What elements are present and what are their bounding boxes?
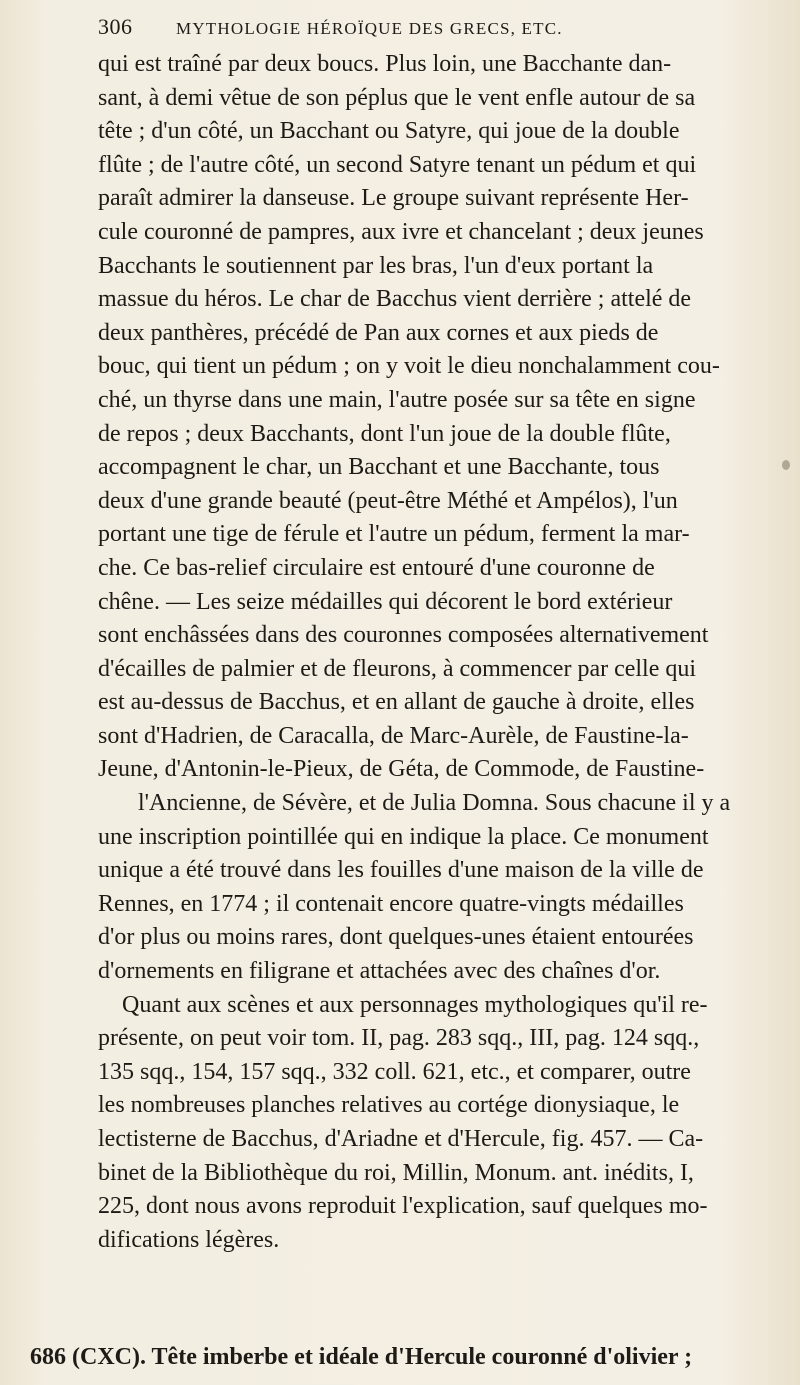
text-line: sont enchâssées dans des couronnes composées alternativement <box>98 622 709 649</box>
text-line: 135 sqq., 154, 157 sqq., 332 coll. 621, etc., et comparer, outre <box>98 1058 691 1085</box>
text-line: massue du héros. Le char de Bacchus vient derrière ; attelé de <box>98 286 692 313</box>
plate-number: 686 <box>30 1344 66 1370</box>
text-line: Bacchants le soutiennent par les bras, l'un d'eux portant la <box>98 252 654 279</box>
text-line: difications légères. <box>98 1226 280 1253</box>
text-line: les nombreuses planches relatives au cortége dionysiaque, le <box>98 1092 680 1119</box>
text-line: présente, on peut voir tom. II, pag. 283 sqq., III, pag. 124 sqq., <box>98 1025 700 1052</box>
text-line: cule couronné de pampres, aux ivre et chancelant ; deux jeunes <box>98 218 704 245</box>
text-line: une inscription pointillée qui en indique la place. Ce monument <box>98 823 709 850</box>
text-line: sant, à demi vêtue de son péplus que le vent enfle autour de sa <box>98 84 696 111</box>
text-line: sont d'Hadrien, de Caracalla, de Marc-Aurèle, de Faustine-la- <box>98 722 689 749</box>
text-line: lectisterne de Bacchus, d'Ariadne et d'Hercule, fig. 457. — Ca- <box>98 1126 704 1152</box>
text-line: unique a été trouvé dans les fouilles d'une maison de la ville de <box>98 857 704 884</box>
plate-description: (CXC). Tête imberbe et idéale d'Hercule couronné d'olivier ; <box>72 1344 693 1370</box>
text-line: portant une tige de férule et l'autre un pédum, ferment la mar- <box>98 521 690 548</box>
plate-entry <box>30 1344 770 1371</box>
text-line: de repos ; deux Bacchants, dont l'un joue de la double flûte, <box>98 420 671 447</box>
running-title: MYTHOLOGIE HÉROÏQUE DES GRECS, ETC. <box>176 19 563 38</box>
text-line: tête ; d'un côté, un Bacchant ou Satyre, qui joue de la double <box>98 118 680 145</box>
text-line: deux panthères, précédé de Pan aux cornes et aux pieds de <box>98 319 659 346</box>
text-line: flûte ; de l'autre côté, un second Satyre tenant un pédum et qui <box>98 151 697 178</box>
text-line: bouc, qui tient un pédum ; on y voit le dieu nonchalamment cou- <box>98 353 720 380</box>
text-line: d'or plus ou moins rares, dont quelques-unes étaient entourées <box>98 924 694 951</box>
text-line: l'Ancienne, de Sévère, et de Julia Domna. Sous chacune il y a <box>138 790 731 817</box>
text-line: chêne. — Les seize médailles qui décorent le bord extérieur <box>98 588 673 615</box>
paragraph-start-line: Quant aux scènes et aux personnages mythologiques qu'il re- <box>122 991 708 1018</box>
text-line: d'ornements en filigrane et attachées avec des chaînes d'or. <box>98 958 661 985</box>
text-line: qui est traîné par deux boucs. Plus loin, une Bacchante dan- <box>98 51 672 77</box>
text-line: paraît admirer la danseuse. Le groupe suivant représente Her- <box>98 185 689 212</box>
text-line: ché, un thyrse dans une main, l'autre posée sur sa tête en signe <box>98 386 696 413</box>
text-line: Jeune, d'Antonin-le-Pieux, de Géta, de Commode, de Faustine- <box>98 756 705 783</box>
text-line: binet de la Bibliothèque du roi, Millin, Monum. ant. inédits, I, <box>98 1159 694 1186</box>
text-line: Rennes, en 1774 ; il contenait encore quatre-vingts médailles <box>98 890 684 917</box>
text-line: accompagnent le char, un Bacchant et une Bacchante, tous <box>98 454 660 481</box>
text-line: d'écailles de palmier et de fleurons, à commencer par celle qui <box>98 655 697 682</box>
running-head <box>98 14 758 46</box>
text-line: 225, dont nous avons reproduit l'explication, sauf quelques mo- <box>98 1193 708 1220</box>
body-text <box>98 48 758 1257</box>
page-number: 306 <box>98 14 133 39</box>
text-line: deux d'une grande beauté (peut-être Méthé et Ampélos), l'un <box>98 487 678 514</box>
ink-spot <box>782 460 790 470</box>
text-line: che. Ce bas-relief circulaire est entouré d'une couronne de <box>98 554 655 581</box>
text-line: est au-dessus de Bacchus, et en allant de gauche à droite, elles <box>98 689 695 716</box>
